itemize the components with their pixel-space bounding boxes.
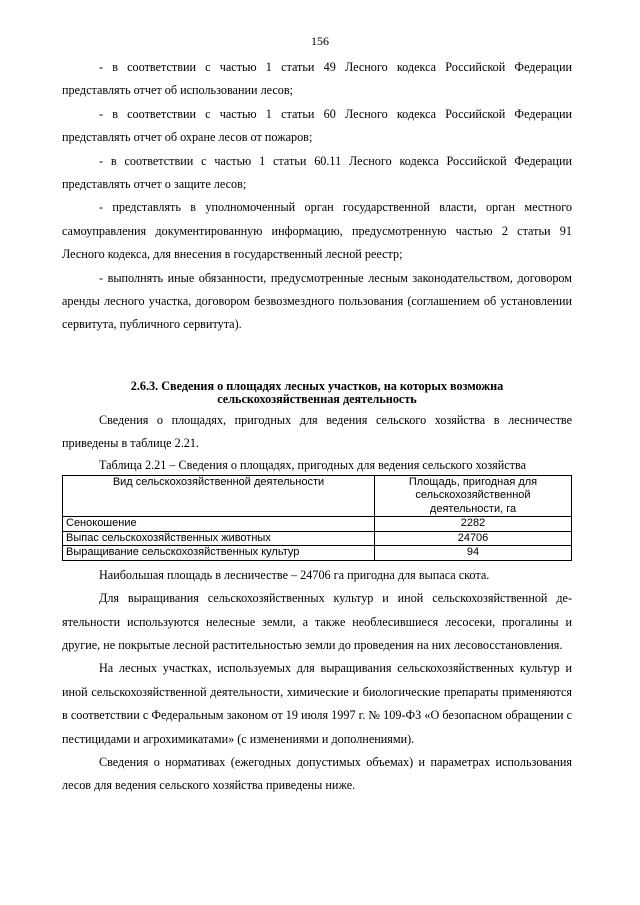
area-cell: 94	[375, 546, 572, 561]
table-row	[63, 517, 572, 532]
obligation-paragraph: - в соответствии с частью 1 статьи 60 Лесного кодекса Российской Федерации представлять отчет об охране лесов от пожаров;	[62, 106, 572, 145]
area-cell: 2282	[375, 517, 572, 532]
activity-cell: Выпас сельскохозяйственных животных	[63, 531, 375, 546]
table-row	[63, 546, 572, 561]
body-paragraph: На лесных участках, используемых для выращивания сельскохозяйственных культур и иной сельскохозяйственной деятельности, химические и биологические препараты применяются в соответствии с Федеральным законом от 19 июля 1997 г. № 109-ФЗ «О безопасном обращении с пестицидами и агрохимикатами» (с изменениями и дополнениями).	[62, 661, 572, 746]
page-number: 156	[311, 34, 329, 48]
obligation-paragraph: - в соответствии с частью 1 статьи 60.11 Лесного кодекса Российской Федерации представлять отчет о защите лесов;	[62, 153, 572, 192]
column-header-area: Площадь, пригодная для сельскохозяйственной деятельности, га	[375, 475, 572, 517]
table-caption: Таблица 2.21 – Сведения о площадях, пригодных для ведения сельского хозяйства	[99, 457, 526, 472]
section-intro: Сведения о площадях, пригодных для ведения сельского хозяйства в лесничестве приведены в таблице 2.21.	[62, 412, 572, 451]
section-heading-line: 2.6.3. Сведения о площадях лесных участков, на которых возможна	[130, 378, 504, 393]
column-header-activity: Вид сельскохозяйственной деятельности	[63, 475, 375, 517]
section-heading-line: сельскохозяйственная деятельность	[217, 392, 417, 407]
activity-cell: Выращивание сельскохозяйственных культур	[63, 546, 375, 561]
activity-cell: Сенокошение	[63, 517, 375, 532]
obligation-paragraph: - представлять в уполномоченный орган государственной власти, орган местного самоуправления документированную информацию, предусмотренную частью 2 статьи 91 Лесного кодекса, для внесения в государственный лесной реестр;	[62, 200, 572, 262]
obligation-paragraph: - выполнять иные обязанности, предусмотренные лесным законодательством, договором аренды лесного участка, договором безвозмездного пользования (соглашением об установлении сервитута, публичного сервитута).	[62, 270, 572, 332]
body-paragraph: Для выращивания сельскохозяйственных культур и иной сельскохозяйственной деятельности используются нелесные земли, а также необлесившиеся лесосеки, прогалины и другие, не покрытые лесной растительностью земли до проведения на них лесовосстановления.	[62, 591, 572, 652]
body-paragraph: Сведения о нормативах (ежегодных допустимых объемах) и параметрах использования лесов для ведения сельского хозяйства приведены ниже.	[62, 754, 572, 793]
area-cell: 24706	[375, 531, 572, 546]
page-content	[62, 56, 572, 798]
table-row	[63, 531, 572, 546]
body-paragraph: Наибольшая площадь в лесничестве – 24706 га пригодна для выпаса скота.	[99, 567, 490, 582]
agriculture-area-table	[62, 475, 572, 561]
section-heading	[62, 380, 572, 407]
table-header-row	[63, 475, 572, 517]
obligation-paragraph: - в соответствии с частью 1 статьи 49 Лесного кодекса Российской Федерации представлять отчет об использовании лесов;	[62, 60, 572, 98]
